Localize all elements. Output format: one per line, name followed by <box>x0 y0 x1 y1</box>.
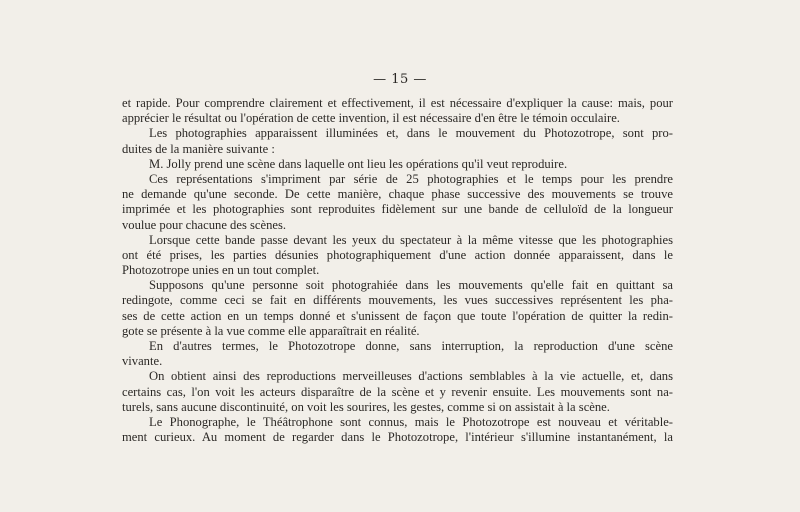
text-line: vivante. <box>122 354 163 369</box>
text-line: imprimée et les photographies sont reproduites fidèlement sur une bande de celluloïd de la longueur <box>122 202 673 217</box>
text-line: voulue pour chacune des scènes. <box>122 217 287 232</box>
text-line: Ces représentations s'impriment par série de 25 photographies et le temps pour les prendre <box>149 171 673 186</box>
text-line: duites de la manière suivante : <box>122 141 275 156</box>
text-line: turels, sans aucune discontinuité, on voit les sourires, les gestes, comme si on assistait à la scène. <box>122 399 610 414</box>
text-line: ses de cette action en un temps donné et s'unissent de façon que toute l'opération de quitter la redin- <box>122 308 673 323</box>
text-line: apprécier le résultat ou l'opération de cette invention, il est nécessaire d'en être le témoin occulaire. <box>122 111 620 126</box>
text-line: ment curieux. Au moment de regarder dans le Photozotrope, l'intérieur s'illumine instantanément, la <box>122 430 673 445</box>
text-line: Lorsque cette bande passe devant les yeux du spectateur à la même vitesse que les photographies <box>149 232 673 247</box>
text-line: ne demande qu'une seconde. De cette manière, chaque phase successive des mouvements se trouve <box>122 187 673 202</box>
text-line: Supposons qu'une personne soit photograhiée dans les mouvements qu'elle fait en quittant sa <box>149 278 673 293</box>
text-line: ont été prises, les parties désunies photographiquement d'une action donnée apparaissent, dans le <box>122 247 673 262</box>
text-line: En d'autres termes, le Photozotrope donne, sans interruption, la reproduction d'une scène <box>149 339 673 353</box>
text-line: certains cas, l'on voit les acteurs disparaître de la scène et y revenir ensuite. Les mouvements sont na- <box>122 384 673 399</box>
text-line: Le Phonographe, le Théâtrophone sont connus, mais le Photozotrope est nouveau et véritable- <box>149 414 673 429</box>
text-line: redingote, comme ceci se fait en différents mouvements, les vues successives représentent les pha- <box>122 293 673 308</box>
text-line: M. Jolly prend une scène dans laquelle ont lieu les opérations qu'il veut reproduire. <box>149 156 568 171</box>
text-line: On obtient ainsi des reproductions merveilleuses d'actions semblables à la vie actuelle, et, dans <box>149 369 673 384</box>
text-line: Les photographies apparaissent illuminées et, dans le mouvement du Photozotrope, sont pro- <box>149 126 673 141</box>
text-line: et rapide. Pour comprendre clairement et effectivement, il est nécessaire d'expliquer la cause: mais, pour <box>122 96 673 110</box>
text-line: gote se présente à la vue comme elle apparaîtrait en réalité. <box>122 323 420 338</box>
body-text <box>122 96 673 445</box>
page-number: — 15 — <box>373 72 427 87</box>
text-line: Photozotrope unies en un tout complet. <box>122 263 320 278</box>
